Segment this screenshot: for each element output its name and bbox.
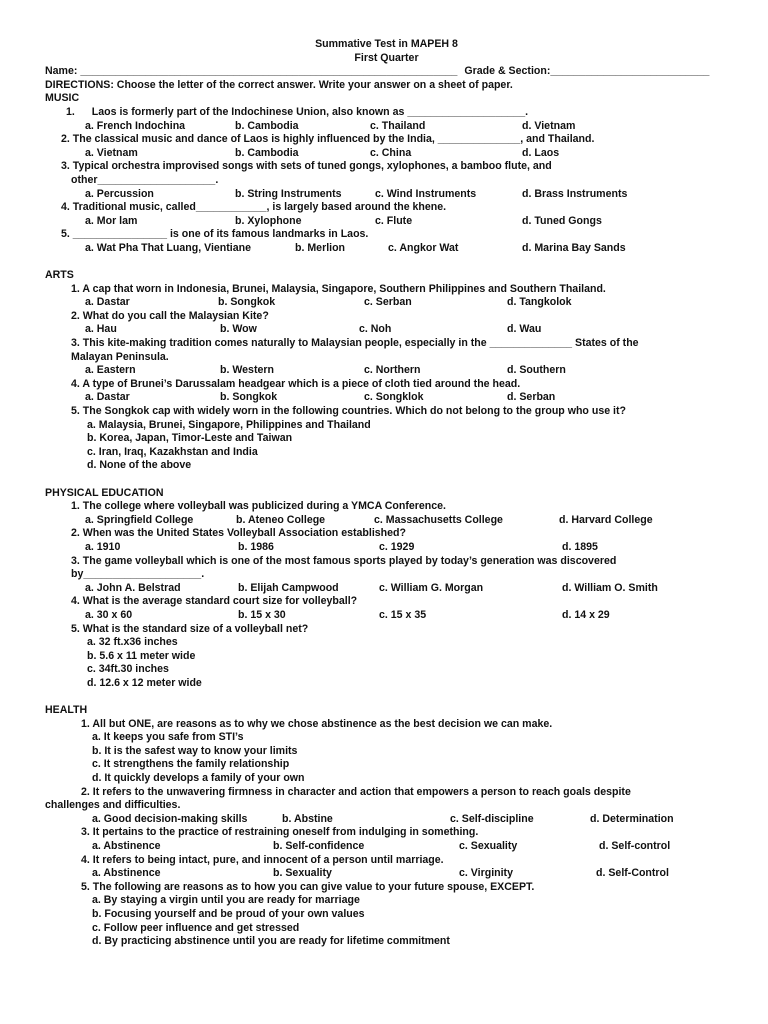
option: a. Abstinence [92, 840, 161, 853]
music-q3-options [45, 188, 728, 202]
pe-q3-options [45, 582, 728, 596]
option: a. Eastern [85, 364, 136, 377]
music-question-1 [45, 106, 728, 120]
arts-question-5: 5. The Songkok cap with widely worn in the following countries. Which do not belong to the group who use it? [71, 405, 626, 418]
option: a. Malaysia, Brunei, Singapore, Philippines and Thailand [87, 418, 371, 431]
option: d. Vietnam [522, 119, 576, 132]
section-title-music: MUSIC [45, 92, 80, 105]
option: c. Northern [364, 364, 421, 377]
arts-question-3-cont: Malayan Peninsula. [71, 350, 169, 363]
option: a. Percussion [85, 187, 154, 200]
option: b. 1986 [238, 540, 274, 553]
option: c. Self-discipline [450, 812, 534, 825]
option: a. Mor lam [85, 214, 138, 227]
option: d. It quickly develops a family of your own [92, 772, 305, 785]
pe-question-3-cont: by____________________. [71, 568, 205, 581]
pe-question-1: 1. The college where volleyball was publicized during a YMCA Conference. [71, 500, 446, 513]
music-question-3-cont: other____________________. [71, 173, 219, 186]
pe-q2-options [45, 541, 728, 555]
option: c. Noh [359, 323, 392, 336]
option: a. Wat Pha That Luang, Vientiane [85, 241, 251, 254]
option: a. Dastar [85, 296, 130, 309]
option: b. Songkok [218, 296, 276, 309]
option: d. Laos [522, 146, 560, 159]
section-title-health: HEALTH [45, 704, 88, 717]
health-question-3: 3. It pertains to the practice of restraining oneself from indulging in something. [81, 826, 479, 839]
option: d. Brass Instruments [522, 187, 628, 200]
health-question-2: 2. It refers to the unwavering firmness in character and action that empowers a person to reach goals despite [81, 785, 631, 798]
option: d. None of the above [87, 459, 192, 472]
option: c. 34ft.30 inches [87, 663, 169, 676]
option: b. Cambodia [235, 146, 299, 159]
option: b. Western [220, 364, 274, 377]
option: c. Flute [375, 214, 413, 227]
option: a. Vietnam [85, 146, 138, 159]
option: d. Self-control [599, 840, 671, 853]
arts-q2-options [45, 323, 728, 337]
option: b. Xylophone [235, 214, 302, 227]
health-question-5: 5. The following are reasons as to how you can give value to your future spouse, EXCEPT. [81, 880, 535, 893]
option: b. Wow [220, 323, 257, 336]
pe-q4-options [45, 609, 728, 623]
option: b. Self-confidence [273, 840, 365, 853]
music-q1-text: Laos is formerly part of the Indochinese Union, also known as ____________________. [91, 105, 529, 118]
option: d. Determination [590, 812, 674, 825]
arts-question-1: 1. A cap that worn in Indonesia, Brunei, Malaysia, Singapore, Southern Philippines and Southern Thailand. [71, 282, 606, 295]
option: a. Dastar [85, 391, 130, 404]
music-q4-options [45, 215, 728, 229]
option: a. French Indochina [85, 119, 186, 132]
health-q2-options [45, 813, 728, 827]
grade-section-label: Grade & Section:___________________________ [464, 65, 710, 78]
option: a. Good decision-making skills [92, 812, 248, 825]
music-question-2: 2. The classical music and dance of Laos is highly influenced by the India, ______________, and Thailand. [61, 133, 595, 146]
option: b. Merlion [295, 241, 346, 254]
option: d. Harvard College [559, 513, 653, 526]
arts-question-2: 2. What do you call the Malaysian Kite? [71, 309, 269, 322]
health-question-2-cont: challenges and difficulties. [45, 799, 181, 812]
section-title-pe: PHYSICAL EDUCATION [45, 486, 164, 499]
directions: DIRECTIONS: Choose the letter of the correct answer. Write your answer on a sheet of paper. [45, 78, 513, 91]
option: c. Sexuality [459, 840, 518, 853]
option: d. Wau [507, 323, 542, 336]
option: a. Springfield College [85, 513, 194, 526]
pe-question-4: 4. What is the average standard court size for volleyball? [71, 595, 358, 608]
option: d. 14 x 29 [562, 608, 610, 621]
option: a. 1910 [85, 540, 121, 553]
music-question-5: 5. ________________ is one of its famous landmarks in Laos. [61, 228, 369, 241]
option: c. China [370, 146, 412, 159]
option: d. 1895 [562, 540, 598, 553]
option: a. It keeps you safe from STI’s [92, 731, 244, 744]
music-question-4: 4. Traditional music, called____________, is largely based around the khene. [61, 201, 447, 214]
arts-q4-options [45, 391, 728, 405]
option: d. Self-Control [596, 867, 669, 880]
health-q3-options [45, 840, 728, 854]
option: a. By staying a virgin until you are ready for marriage [92, 894, 360, 907]
pe-q1-options [45, 514, 728, 528]
health-q4-options [45, 867, 728, 881]
option: c. It strengthens the family relationship [92, 758, 290, 771]
music-question-3: 3. Typical orchestra improvised songs with sets of tuned gongs, xylophones, a bamboo flute, and [61, 160, 552, 173]
option: d. Tangkolok [507, 296, 572, 309]
music-q1-options [45, 120, 728, 134]
option: c. Angkor Wat [388, 241, 459, 254]
option: c. Massachusetts College [374, 513, 503, 526]
option: d. 12.6 x 12 meter wide [87, 676, 202, 689]
section-title-arts: ARTS [45, 269, 74, 282]
option: b. Elijah Campwood [238, 581, 339, 594]
health-question-4: 4. It refers to being intact, pure, and innocent of a person until marriage. [81, 853, 444, 866]
option: c. Iran, Iraq, Kazakhstan and India [87, 445, 258, 458]
option: a. Abstinence [92, 867, 161, 880]
option: c. Serban [364, 296, 412, 309]
option: b. Abstine [282, 812, 333, 825]
test-title: Summative Test in MAPEH 8 [315, 38, 458, 50]
option: d. Tuned Gongs [522, 214, 602, 227]
option: b. Korea, Japan, Timor-Leste and Taiwan [87, 432, 293, 445]
arts-q3-options [45, 364, 728, 378]
option: c. Songklok [364, 391, 424, 404]
option: b. Ateneo College [236, 513, 326, 526]
option: c. Virginity [459, 867, 513, 880]
option: a. 30 x 60 [85, 608, 133, 621]
option: b. String Instruments [235, 187, 342, 200]
option: c. Wind Instruments [375, 187, 477, 200]
music-q1-number: 1. [66, 105, 75, 118]
arts-q1-options [45, 296, 728, 310]
option: d. Serban [507, 391, 556, 404]
name-field-label: Name: ________________________________________________________________ [45, 65, 458, 78]
quarter-label: First Quarter [354, 51, 419, 64]
option: a. John A. Belstrad [85, 581, 181, 594]
option: b. Sexuality [273, 867, 332, 880]
option: b. Cambodia [235, 119, 299, 132]
option: d. Southern [507, 364, 566, 377]
pe-question-5: 5. What is the standard size of a volleyball net? [71, 622, 309, 635]
name-grade-line [45, 65, 728, 79]
option: c. Follow peer influence and get stressed [92, 921, 300, 934]
option: d. William O. Smith [562, 581, 658, 594]
option: b. 5.6 x 11 meter wide [87, 649, 196, 662]
option: b. It is the safest way to know your limits [92, 744, 298, 757]
option: c. 1929 [379, 540, 415, 553]
option: b. 15 x 30 [238, 608, 286, 621]
option: c. Thailand [370, 119, 426, 132]
arts-question-4: 4. A type of Brunei’s Darussalam headgear which is a piece of cloth tied around the head. [71, 377, 521, 390]
music-q2-options [45, 147, 728, 161]
option: a. Hau [85, 323, 117, 336]
music-q5-options [45, 242, 728, 256]
option: a. 32 ft.x36 inches [87, 636, 178, 649]
arts-question-3: 3. This kite-making tradition comes naturally to Malaysian people, especially in the ______________ States of the [71, 337, 639, 350]
option: c. William G. Morgan [379, 581, 484, 594]
option: d. By practicing abstinence until you are ready for lifetime commitment [92, 935, 450, 948]
option: b. Songkok [220, 391, 278, 404]
pe-question-2: 2. When was the United States Volleyball Association established? [71, 527, 406, 540]
option: d. Marina Bay Sands [522, 241, 626, 254]
pe-question-3: 3. The game volleyball which is one of the most famous sports played by today’s generation was discovered [71, 554, 617, 567]
health-question-1: 1. All but ONE, are reasons as to why we chose abstinence as the best decision we can make. [81, 717, 553, 730]
option: b. Focusing yourself and be proud of your own values [92, 908, 365, 920]
option: c. 15 x 35 [379, 608, 427, 621]
